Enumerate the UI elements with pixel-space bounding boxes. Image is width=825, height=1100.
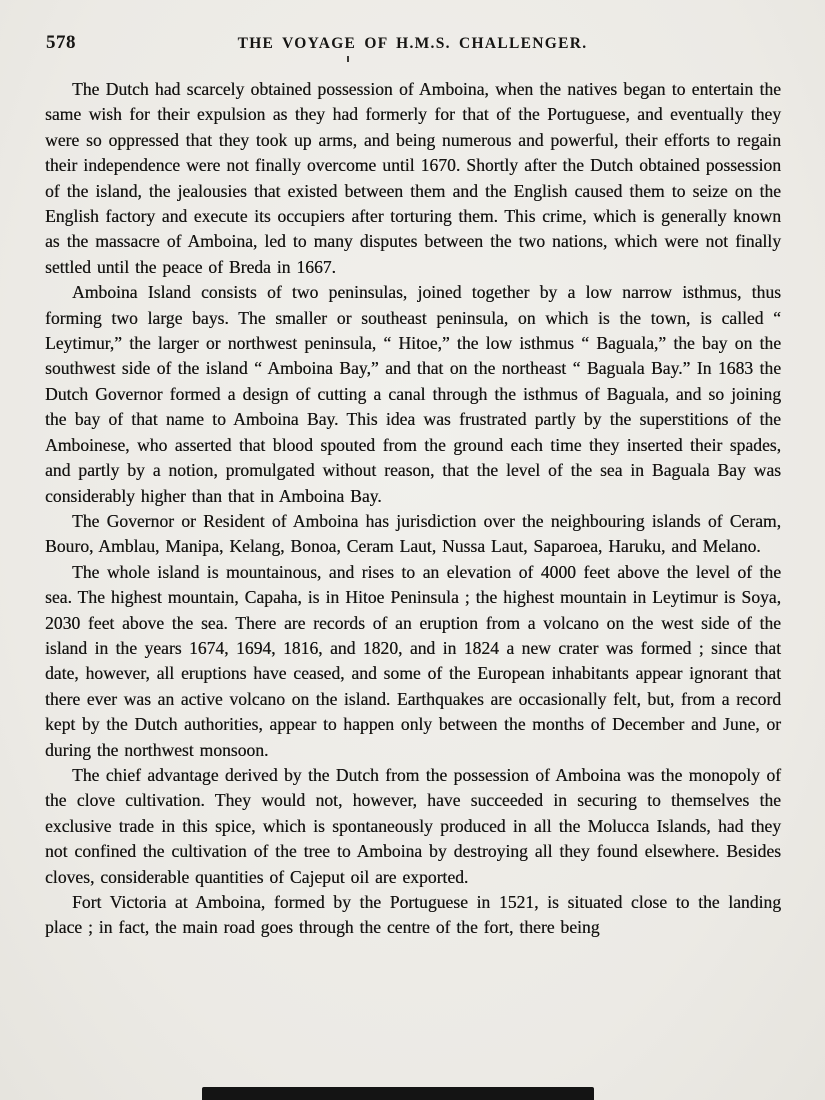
page-body: [45, 77, 781, 941]
paragraph: The chief advantage derived by the Dutch from the possession of Amboina was the monopoly of the clove cultivation. They would not, however, have succeeded in securing to themselves the exclusive trade in this spice, which is spontaneously produced in all the Molucca Islands, had they not confined the cultivation of the tree to Amboina by destroying all they found elsewhere. Besides cloves, considerable quantities of Cajeput oil are exported.: [45, 764, 781, 887]
scan-artifact-bar: [202, 1087, 594, 1100]
paragraph: Amboina Island consists of two peninsulas, joined together by a low narrow isthmus, thus forming two large bays. The smaller or southeast peninsula, on which is the town, is called “ Leytimur,” the larger or northwest peninsula, “ Hitoe,” the low isthmus “ Baguala,” the bay on the southwest side of the island “ Amboina Bay,” and that on the northeast “ Baguala Bay.” In 1683 the Dutch Governor formed a design of cutting a canal through the isthmus of Baguala, and so joining the bay of that name to Amboina Bay. This idea was frustrated partly by the superstitions of the Amboinese, who asserted that blood spouted from the ground each time they inserted their spades, and partly by a notion, promulgated without reason, that the level of the sea in Baguala Bay was considerably higher than that in Amboina Bay.: [45, 282, 781, 506]
running-title: THE VOYAGE OF H.M.S. CHALLENGER.: [237, 35, 588, 52]
scan-speck: [347, 56, 349, 62]
page-number: 578: [46, 32, 76, 53]
paragraph: The whole island is mountainous, and rises to an elevation of 4000 feet above the level of the sea. The highest mountain, Capaha, is in Hitoe Peninsula ; the highest mountain in Leytimur is Soya, 2030 feet above the sea. There are records of an eruption from a volcano on the west side of the island in the years 1674, 1694, 1816, and 1820, and in 1824 a new crater was formed ; since that date, however, all eruptions have ceased, and some of the European inhabitants appear ignorant that there ever was an active volcano on the island. Earthquakes are occasionally felt, but, from a record kept by the Dutch authorities, appear to happen only between the months of December and June, or during the northwest monsoon.: [45, 561, 781, 760]
paragraph: The Dutch had scarcely obtained possession of Amboina, when the natives began to entertain the same wish for their expulsion as they had formerly for that of the Portuguese, and eventually they were so oppressed that they took up arms, and being numerous and powerful, their efforts to regain their independence were not finally overcome until 1670. Shortly after the Dutch obtained possession of the island, the jealousies that existed between them and the English caused them to seize on the English factory and execute its occupiers after torturing them. This crime, which is generally known as the massacre of Amboina, led to many disputes between the two nations, which were not finally settled until the peace of Breda in 1667.: [45, 79, 781, 277]
paragraph: Fort Victoria at Amboina, formed by the Portuguese in 1521, is situated close to the landing place ; in fact, the main road goes through the centre of the fort, there being: [45, 892, 781, 938]
page-header: [46, 32, 779, 58]
paragraph: The Governor or Resident of Amboina has jurisdiction over the neighbouring islands of Ceram, Bouro, Amblau, Manipa, Kelang, Bonoa, Ceram Laut, Nussa Laut, Saparoea, Haruku, and Melano.: [45, 510, 781, 557]
